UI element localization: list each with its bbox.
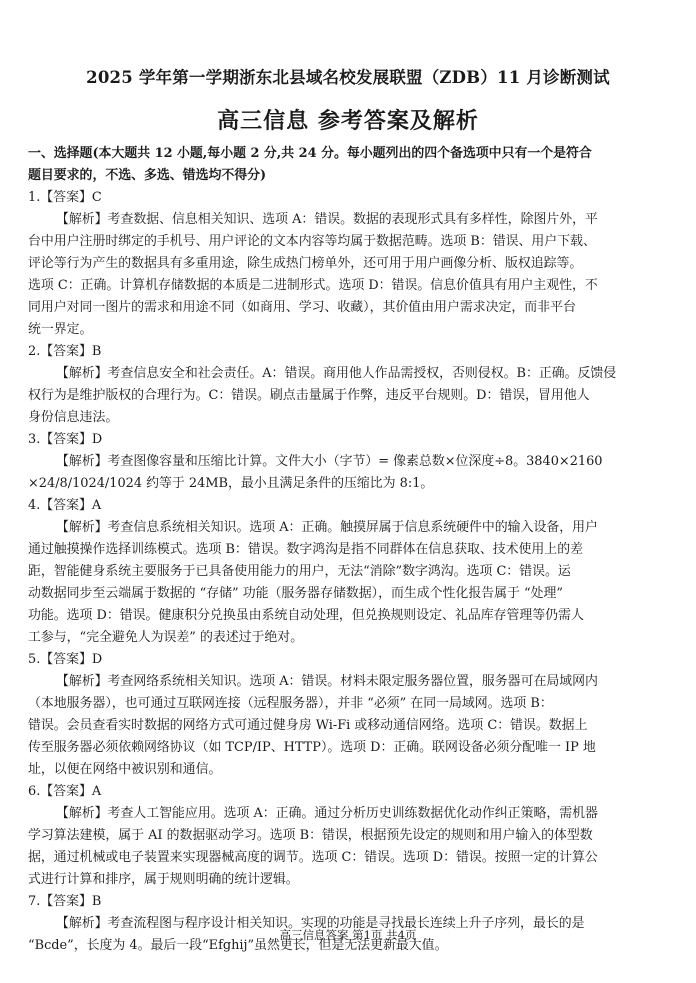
document-subtitle: 高三信息 参考答案及解析 <box>217 108 479 134</box>
explanation-line: 【解析】考查信息系统相关知识。选项 A：正确。触摸屏属于信息系统硬件中的输入设备，用户 <box>56 520 598 535</box>
explanation-line: ×24/8/1024/1024 约等于 24MB，最小且满足条件的压缩比为 8:1。 <box>28 476 434 491</box>
answer-line: 3.【答案】D <box>28 432 103 447</box>
explanation-line: 距，智能健身系统主要服务于已具备使用能力的用户，无法“消除”数字鸿沟。选项 C：错误。运 <box>28 564 571 579</box>
answer-line: 5.【答案】D <box>28 652 103 667</box>
explanation-line: 同用户对同一图片的需求和用途不同（如商用、学习、收藏），其价值由用户需求决定，而非平台 <box>28 300 576 315</box>
answer-line: 2.【答案】B <box>28 344 102 359</box>
answer-line: 7.【答案】B <box>28 894 102 909</box>
section-heading-line: 题目要求的，不选、多选、错选均不得分) <box>28 168 267 183</box>
answer-content <box>28 143 668 957</box>
explanation-line: 评论等行为产生的数据具有多重用途，除生成热门榜单外，还可用于用户画像分析、版权追踪等。 <box>28 256 583 271</box>
question-7 <box>28 891 668 957</box>
explanation-line: 通过触摸操作选择训练模式。选项 B：错误。数字鸿沟是指不同群体在信息获取、技术使用上的差 <box>28 542 583 557</box>
explanation-line: “Bcde”，长度为 4。最后一段“Efghij”虽然更长，但是无法更新最大值。 <box>28 938 448 953</box>
question-1 <box>28 187 668 341</box>
explanation-line: 学习算法建模，属于 AI 的数据驱动学习。选项 B：错误，根据预先设定的规则和用户输入的体型数 <box>28 828 593 843</box>
explanation-line: 功能。选项 D：错误。健康积分兑换虽由系统自动处理，但兑换规则设定、礼品库存管理等仍需人 <box>28 608 584 623</box>
answer-line: 6.【答案】A <box>28 784 102 799</box>
explanation-line: （本地服务器），也可通过互联网连接（远程服务器），并非 “必须” 在同一局域网。选项 B： <box>28 696 553 711</box>
explanation-line: 动数据同步至云端属于数据的 “存储” 功能（服务器存储数据），而生成个性化报告属于 “处理” <box>28 586 563 601</box>
question-4 <box>28 495 668 649</box>
explanation-line: 身份信息违法。 <box>28 410 119 425</box>
explanation-line: 选项 C：正确。计算机存储数据的本质是二进制形式。选项 D：错误。信息价值具有用户主观性，不 <box>28 278 598 293</box>
explanation-line: 【解析】考查人工智能应用。选项 A：正确。通过分析历史训练数据优化动作纠正策略，需机器 <box>56 806 598 821</box>
explanation-line: 址，以便在网络中被识别和通信。 <box>28 762 222 777</box>
explanation-line: 【解析】考查网络系统相关知识。选项 A：错误。材料未限定服务器位置，服务器可在局域网内 <box>56 674 598 689</box>
question-2 <box>28 341 668 429</box>
answer-line: 4.【答案】A <box>28 498 102 513</box>
explanation-line: 工参与，“完全避免人为误差” 的表述过于绝对。 <box>28 630 304 645</box>
section-heading-line: 一、选择题(本大题共 12 小题,每小题 2 分,共 24 分。每小题列出的四个备选项中只有一个是符合 <box>28 146 592 161</box>
explanation-line: 台中用户注册时绑定的手机号、用户评论的文本内容等均属于数据范畴。选项 B：错误、用户下载、 <box>28 234 596 249</box>
explanation-line: 【解析】考查数据、信息相关知识、选项 A：错误。数据的表现形式具有多样性，除图片外，平 <box>56 212 598 227</box>
question-6 <box>28 781 668 891</box>
explanation-line: 【解析】考查图像容量和压缩比计算。文件大小（字节）= 像素总数×位深度÷8。3840×2160 <box>56 454 603 469</box>
explanation-line: 式进行计算和排序，属于规则明确的统计逻辑。 <box>28 872 299 887</box>
explanation-line: 错误。会员查看实时数据的网络方式可通过健身房 Wi-Fi 或移动通信网络。选项 C：错误。数据上 <box>28 718 588 733</box>
question-5 <box>28 649 668 781</box>
explanation-line: 【解析】考查流程图与程序设计相关知识。实现的功能是寻找最长连续上升子序列，最长的是 <box>56 916 585 931</box>
explanation-line: 权行为是维护版权的合理行为。C：错误。刷点击量属于作弊，违反平台规则。D：错误，冒用他人 <box>28 388 590 403</box>
exam-title: 2025 学年第一学期浙东北县域名校发展联盟（ZDB）11 月诊断测试 <box>86 68 610 87</box>
explanation-line: 据，通过机械或电子装置来实现器械高度的调节。选项 C：错误。选项 D：错误。按照一定的计算公 <box>28 850 598 865</box>
answer-line: 1.【答案】C <box>28 190 102 205</box>
explanation-line: 统一界定。 <box>28 322 93 337</box>
page-footer: 高三信息答案 第1页 共4页 <box>279 928 417 942</box>
explanation-line: 传至服务器必须依赖网络协议（如 TCP/IP、HTTP）。选项 D：正确。联网设备必须分配唯一 IP 地 <box>28 740 596 755</box>
section-heading <box>28 143 668 187</box>
question-3 <box>28 429 668 495</box>
explanation-line: 【解析】考查信息安全和社会责任。A：错误。商用他人作品需授权，否则侵权。B：正确。反馈侵 <box>56 366 617 381</box>
